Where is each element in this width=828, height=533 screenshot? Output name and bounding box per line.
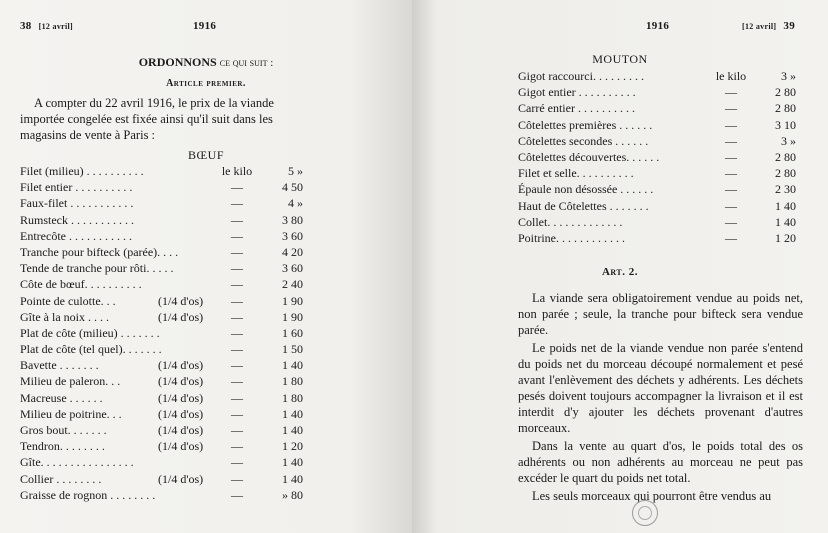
price-row xyxy=(20,325,405,341)
row-unit: — xyxy=(231,471,243,486)
price-row xyxy=(20,195,405,211)
left-page xyxy=(0,0,412,533)
row-name: Pointe de culotte. . . xyxy=(20,293,116,308)
row-name: Gîte. . . . . . . . . . . . . . . . xyxy=(20,455,134,470)
price-row xyxy=(20,228,405,244)
article-premier-title: Article premier. xyxy=(166,78,246,89)
row-unit: — xyxy=(231,423,243,437)
row-name: Milieu de poitrine. . . xyxy=(20,406,122,421)
row-price: 1 50 xyxy=(282,342,303,357)
row-unit: — xyxy=(231,439,243,454)
price-row xyxy=(20,293,405,309)
row-unit: — xyxy=(231,277,243,292)
row-name: Collet. . . . . . . . . . . . . xyxy=(518,214,623,229)
row-price: 1 20 xyxy=(775,230,796,245)
row-price: 4 50 xyxy=(282,180,303,195)
row-price: 3 60 xyxy=(282,228,303,243)
row-name: Tende de tranche pour rôti. . . . . xyxy=(20,261,174,276)
row-qual: (1/4 d'os) xyxy=(158,406,204,421)
page-number-left: 38 [12 avril] xyxy=(20,20,73,32)
year-right: 1916 xyxy=(646,20,670,32)
row-name: Tendron. . . . . . . . xyxy=(20,439,105,454)
row-price: 4 » xyxy=(288,196,303,211)
row-qual: (1/4 d'os) xyxy=(158,374,204,389)
article-2-body xyxy=(518,290,803,504)
row-unit: — xyxy=(231,228,243,243)
row-price: 1 40 xyxy=(282,358,303,373)
price-row xyxy=(20,487,405,503)
price-row xyxy=(20,309,405,325)
price-row xyxy=(518,198,803,214)
row-name: Bavette . . . . . . . xyxy=(20,358,99,373)
row-unit: — xyxy=(231,293,243,308)
row-price: 2 80 xyxy=(775,101,796,116)
row-price: 2 80 xyxy=(775,149,796,164)
row-price: 3 80 xyxy=(282,212,303,227)
price-row xyxy=(518,149,803,165)
price-row xyxy=(20,341,405,357)
row-price: 1 80 xyxy=(282,390,303,405)
row-unit: — xyxy=(231,196,243,211)
row-unit: — xyxy=(231,212,243,227)
row-name: Épaule non désossée . . . . . . xyxy=(518,182,654,197)
row-name: Filet entier . . . . . . . . . . xyxy=(20,180,133,195)
row-unit: le kilo xyxy=(715,69,747,83)
row-unit: — xyxy=(725,198,737,213)
price-row xyxy=(20,471,405,487)
price-row xyxy=(518,214,803,230)
date-tag-right: [12 avril] xyxy=(742,22,777,31)
row-qual: (1/4 d'os) xyxy=(158,293,204,308)
row-price: 2 80 xyxy=(775,85,796,100)
row-qual: (1/4 d'os) xyxy=(158,471,204,486)
row-unit: — xyxy=(725,149,737,164)
price-row xyxy=(518,84,803,100)
price-row xyxy=(518,117,803,133)
row-name: Gigot entier . . . . . . . . . . xyxy=(518,85,636,100)
row-price: 1 90 xyxy=(282,309,303,324)
right-page xyxy=(412,0,828,533)
row-unit: — xyxy=(725,214,737,229)
row-name: Côte de bœuf. . . . . . . . . . xyxy=(20,277,142,292)
row-qual: (1/4 d'os) xyxy=(158,358,204,373)
price-row xyxy=(518,100,803,116)
price-row xyxy=(518,165,803,181)
row-name: Entrecôte . . . . . . . . . . . xyxy=(20,228,132,243)
row-name: Gros bout. . . . . . . xyxy=(20,423,107,437)
row-name: Filet et selle. . . . . . . . . . xyxy=(518,166,634,181)
row-unit: — xyxy=(231,455,243,470)
row-qual: (1/4 d'os) xyxy=(158,309,204,324)
row-unit: — xyxy=(725,133,737,148)
row-unit: — xyxy=(725,182,737,197)
row-name: Côtelettes premières . . . . . . xyxy=(518,117,653,132)
price-row xyxy=(20,163,405,179)
row-name: Faux-filet . . . . . . . . . . . xyxy=(20,196,134,211)
row-qual: (1/4 d'os) xyxy=(158,390,204,405)
ordonnons-heading: ORDONNONS ce qui suit : xyxy=(138,55,274,69)
row-name: Plat de côte (tel quel). . . . . . . xyxy=(20,342,162,357)
row-unit: — xyxy=(231,406,243,421)
row-name: Collier . . . . . . . . xyxy=(20,471,102,486)
price-row xyxy=(20,260,405,276)
row-name: Graisse de rognon . . . . . . . . xyxy=(20,487,156,502)
page-number-right: [12 avril] 39 xyxy=(742,20,795,32)
row-price: 1 40 xyxy=(282,471,303,486)
price-row xyxy=(20,406,405,422)
library-stamp xyxy=(632,500,658,526)
row-unit: — xyxy=(231,180,243,195)
row-price: 1 80 xyxy=(282,374,303,389)
row-qual: (1/4 d'os) xyxy=(158,439,204,454)
date-tag-left: [12 avril] xyxy=(38,22,73,31)
price-row xyxy=(518,68,803,84)
price-row xyxy=(20,373,405,389)
row-name: Côtelettes découvertes. . . . . . xyxy=(518,149,660,164)
price-row xyxy=(20,454,405,470)
row-unit: — xyxy=(231,342,243,357)
row-name: Poitrine. . . . . . . . . . . . xyxy=(518,230,625,245)
row-qual: (1/4 d'os) xyxy=(158,423,204,437)
row-unit: — xyxy=(725,101,737,116)
year-left: 1916 xyxy=(193,20,217,32)
row-name: Plat de côte (milieu) . . . . . . . xyxy=(20,325,160,340)
row-price: 1 40 xyxy=(775,198,796,213)
price-row xyxy=(20,357,405,373)
row-price: 3 10 xyxy=(775,117,796,132)
paragraph-3: Dans la vente au quart d'os, le poids total des os adhérents ou non adhérents au morceau ne peut pas excéder le quart du poids net total. xyxy=(518,439,803,485)
row-price: 1 40 xyxy=(282,423,303,437)
row-unit: — xyxy=(231,261,243,276)
row-price: 2 30 xyxy=(775,182,796,197)
row-unit: — xyxy=(231,309,243,324)
row-price: 4 20 xyxy=(282,244,303,259)
row-price: 3 » xyxy=(781,69,796,83)
article-2-title: Art. 2. xyxy=(601,266,639,278)
price-row xyxy=(20,244,405,260)
row-price: 1 40 xyxy=(282,406,303,421)
row-price: 1 40 xyxy=(282,455,303,470)
row-price: 2 40 xyxy=(282,277,303,292)
section-mouton: MOUTON xyxy=(592,52,648,66)
row-name: Carré entier . . . . . . . . . . xyxy=(518,101,635,116)
price-row xyxy=(20,390,405,406)
row-unit: — xyxy=(231,358,243,373)
row-unit: — xyxy=(725,166,737,181)
row-name: Rumsteck . . . . . . . . . . . xyxy=(20,212,134,227)
price-row xyxy=(20,276,405,292)
row-price: 3 60 xyxy=(282,261,303,276)
intro-paragraph: A compter du 22 avril 1916, le prix de la viande importée congelée est fixée ainsi qu'il suit dans les magasins de vente à Paris : xyxy=(20,96,274,142)
row-name: Gîte à la noix . . . . xyxy=(20,309,109,324)
row-name: Tranche pour bifteck (parée). . . . xyxy=(20,244,179,259)
row-unit: — xyxy=(725,117,737,132)
row-name: Macreuse . . . . . . xyxy=(20,390,103,405)
paragraph-1: La viande sera obligatoirement vendue au poids net, non parée ; seule, la tranche pour bifteck sera vendue parée. xyxy=(518,291,803,337)
price-row xyxy=(20,179,405,195)
price-row xyxy=(518,133,803,149)
row-price: 1 60 xyxy=(282,325,303,340)
row-name: Côtelettes secondes . . . . . . xyxy=(518,133,649,148)
boeuf-price-list xyxy=(20,163,405,503)
paragraph-2: Le poids net de la viande vendue non parée s'entend du poids net du morceau découpé normalement et pesé avant l'enlèvement des déchets y adhérents. Les déchets pesés doivent toujours accompagner la livraison et il est interdit d'y ajouter les déchets provenant d'autres morceaux. xyxy=(518,341,803,435)
price-row xyxy=(518,230,803,246)
row-unit: le kilo xyxy=(221,164,253,178)
row-price: 3 » xyxy=(781,133,796,148)
section-boeuf: BŒUF xyxy=(187,148,224,162)
price-row xyxy=(518,181,803,197)
price-row xyxy=(20,438,405,454)
row-unit: — xyxy=(231,244,243,259)
row-price: 5 » xyxy=(288,164,303,178)
row-price: » 80 xyxy=(282,487,303,502)
paragraph-4: Les seuls morceaux qui pourront être vendus au xyxy=(532,489,772,503)
row-name: Milieu de paleron. . . xyxy=(20,374,121,389)
mouton-price-list xyxy=(518,68,803,246)
row-unit: — xyxy=(725,230,737,245)
row-name: Filet (milieu) . . . . . . . . . . xyxy=(20,164,144,178)
row-price: 1 40 xyxy=(775,214,796,229)
row-name: Haut de Côtelettes . . . . . . . xyxy=(518,198,649,213)
row-unit: — xyxy=(231,487,243,502)
row-price: 1 20 xyxy=(282,439,303,454)
row-price: 2 80 xyxy=(775,166,796,181)
row-unit: — xyxy=(231,374,243,389)
row-unit: — xyxy=(725,85,737,100)
price-row xyxy=(20,422,405,438)
row-price: 1 90 xyxy=(282,293,303,308)
row-unit: — xyxy=(231,390,243,405)
row-unit: — xyxy=(231,325,243,340)
price-row xyxy=(20,212,405,228)
row-name: Gigot raccourci. . . . . . . . . xyxy=(518,69,644,83)
